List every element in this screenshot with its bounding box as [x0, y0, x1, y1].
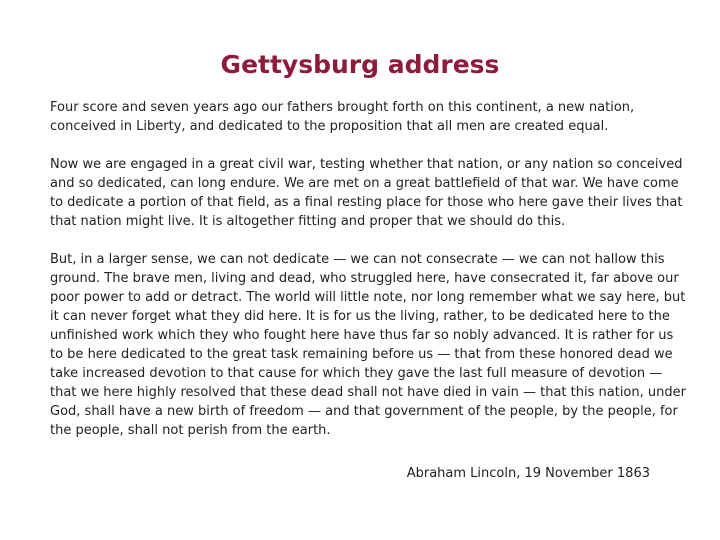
- paragraph-2: Now we are engaged in a great civil war, testing whether that nation, or any nation so conceived and so dedicated, can long endure. We are met on a great battlefield of that war. We have come to dedicate a portion of that field, as a final resting place for those who here gave their lives that that nation might live. It is altogether fitting and proper that we should do this.: [50, 157, 683, 229]
- signature: Abraham Lincoln, 19 November 1863: [406, 466, 650, 481]
- paragraph-3: But, in a larger sense, we can not dedicate — we can not consecrate — we can not hallow this ground. The brave men, living and dead, who struggled here, have consecrated it, far above our poor power to add or detract. The world will little note, nor long remember what we say here, but it can never forget what they did here. It is for us the living, rather, to be dedicated here to the unfinished work which they who fought here have thus far so nobly advanced. It is rather for us to be here dedicated to the great task remaining before us — that from these honored dead we take increased devotion to that cause for which they gave the last full measure of devotion — that we here highly resolved that these dead shall not have died in vain — that this nation, under God, shall have a new birth of freedom — and that government of the people, by the people, for the people, shall not perish from the earth.: [50, 252, 686, 438]
- paragraph-1: Four score and seven years ago our fathers brought forth on this continent, a new nation, conceived in Liberty, and dedicated to the proposition that all men are created equal.: [50, 100, 635, 134]
- speech-body: [50, 98, 690, 459]
- slide-title: Gettysburg address: [220, 50, 500, 79]
